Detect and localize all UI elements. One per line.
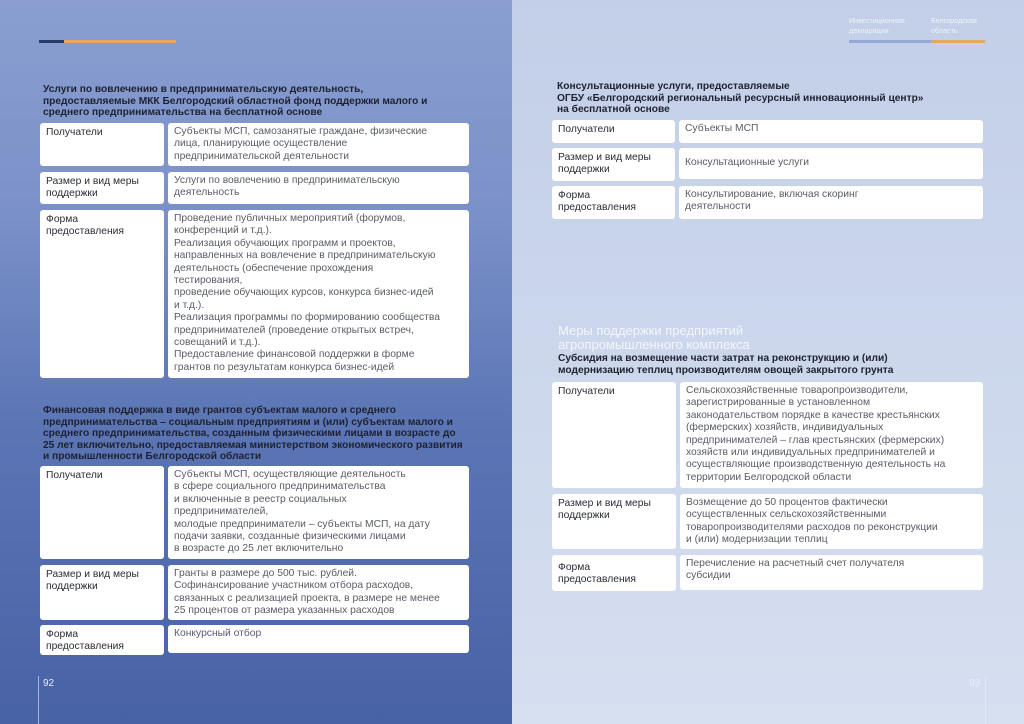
row-value-recipients: Субъекты МСП	[679, 120, 983, 143]
table-row	[40, 123, 469, 166]
section-title-grants: Финансовая поддержка в виде грантов субъектам малого и среднего предпринимательства – социальным предприятиям и (или) субъектам малого и среднего предпринимательства, созданным физическими лицами в возрасте до 25 лет включительно, предоставляемая министерством экономического развития и промышленности Белгородской области	[43, 405, 463, 462]
row-value-form: Перечисление на расчетный счет получателя субсидии	[680, 555, 983, 590]
row-value-size: Консультационные услуги	[679, 148, 983, 179]
row-label-size: Размер и вид меры поддержки	[552, 148, 675, 181]
table-involvement	[40, 123, 469, 384]
row-value-size: Услуги по вовлечению в предпринимательскую деятельность	[168, 172, 469, 204]
header-line-orange	[931, 40, 985, 43]
row-label-size: Размер и вид меры поддержки	[40, 565, 164, 620]
table-consulting	[552, 120, 983, 225]
row-label-form: Форма предоставления	[40, 625, 164, 655]
row-value-size: Гранты в размере до 500 тыс. рублей. Софинансирование участником отбора расходов, связанных с реализацией проекта, в размере не менее 25 процентов от размера указанных расходов	[168, 565, 469, 620]
table-greenhouse	[552, 382, 983, 597]
table-grants	[40, 466, 469, 661]
row-label-form: Форма предоставления	[40, 210, 164, 378]
table-row	[552, 382, 983, 488]
row-value-form: Консультирование, включая скоринг деятельности	[679, 186, 983, 219]
right-page	[512, 0, 1024, 724]
table-row	[40, 625, 469, 655]
table-row	[40, 565, 469, 620]
header-line-blue	[849, 40, 931, 43]
table-row	[40, 466, 469, 559]
table-row	[552, 148, 983, 181]
page-number-right: 93	[969, 678, 981, 689]
page-rule-right	[985, 676, 986, 724]
section-title-consulting: Консультационные услуги, предоставляемые ОГБУ «Белгородский региональный ресурсный инновационный центр» на бесплатной основе	[557, 81, 924, 115]
table-row	[552, 555, 983, 591]
row-value-recipients: Субъекты МСП, осуществляющие деятельность в сфере социального предпринимательства и включенные в реестр социальных предпринимателей, молодые предприниматели – субъекты МСП, на дату подачи заявки, созданные физическими лицами в возрасте до 25 лет включительно	[168, 466, 469, 559]
table-row	[552, 186, 983, 219]
row-value-recipients: Сельскохозяйственные товаропроизводители, зарегистрированные в установленном законодательством порядке в качестве крестьянских (фермерских) хозяйств, индивидуальных предпринимателей – глав крестьянских (фермерских) хозяйств или индивидуальных предпринимателей и осуществляющие производственную деятельность на территории Белгородской области	[680, 382, 983, 488]
header-nav-region[interactable]: Белгородская область	[931, 16, 977, 35]
page-number-left: 92	[43, 678, 55, 689]
row-value-form: Проведение публичных мероприятий (форумов, конференций и т.д.). Реализация обучающих программ и проектов, направленных на вовлечение в предпринимательскую деятельность (обеспечение прохождения тестирования, проведение обучающих курсов, конкурса бизнес-идей и т.д.). Реализация программы по формированию сообщества предпринимателей (проведение открытых встреч, совещаний и т.д.). Предоставление финансовой поддержки в форме грантов по результатам конкурса бизнес-идей	[168, 210, 469, 378]
accent-bar	[39, 40, 176, 43]
row-value-recipients: Субъекты МСП, самозанятые граждане, физические лица, планирующие осуществление предпринимательской деятельности	[168, 123, 469, 166]
section-title-greenhouse: Субсидия на возмещение части затрат на реконструкцию и (или) модернизацию теплиц производителям овощей закрытого грунта	[558, 353, 894, 376]
table-row	[40, 172, 469, 204]
table-row	[40, 210, 469, 378]
row-value-form: Конкурсный отбор	[168, 625, 469, 653]
agro-heading: Меры поддержки предприятий агропромышленного комплекса	[558, 323, 750, 352]
row-label-size: Размер и вид меры поддержки	[552, 494, 676, 549]
row-label-recipients: Получатели	[552, 120, 675, 143]
table-row	[552, 494, 983, 549]
row-label-recipients: Получатели	[40, 123, 164, 166]
row-label-recipients: Получатели	[40, 466, 164, 559]
accent-bar-dark	[39, 40, 64, 43]
row-label-recipients: Получатели	[552, 382, 676, 488]
table-row	[552, 120, 983, 143]
section-title-involvement: Услуги по вовлечению в предпринимательскую деятельность, предоставляемые МКК Белгородский областной фонд поддержки малого и среднего предпринимательства на бесплатной основе	[43, 84, 428, 118]
header-nav-declaration[interactable]: Инвестиционная декларация	[849, 16, 905, 35]
row-label-form: Форма предоставления	[552, 186, 675, 219]
row-value-size: Возмещение до 50 процентов фактически осуществленных сельскохозяйственными товаропроизводителями расходов по реконструкции и (или) модернизации теплиц	[680, 494, 983, 549]
row-label-size: Размер и вид меры поддержки	[40, 172, 164, 204]
row-label-form: Форма предоставления	[552, 555, 676, 591]
accent-bar-orange	[64, 40, 176, 43]
page-rule-left	[38, 676, 39, 724]
